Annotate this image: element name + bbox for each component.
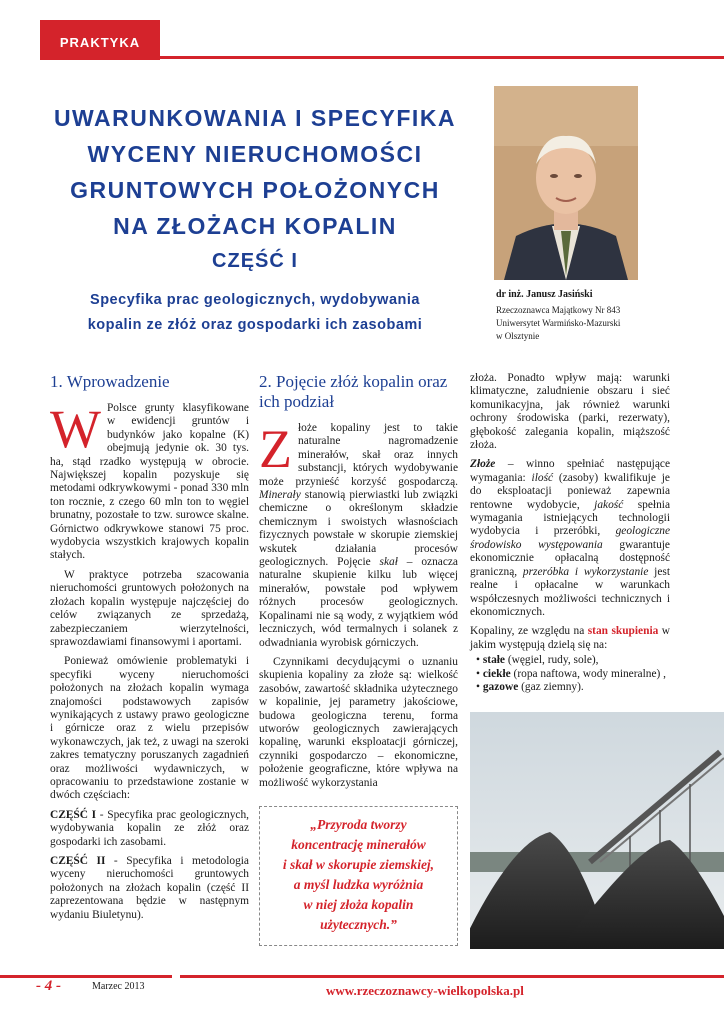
author-role: Rzeczoznawca Majątkowy Nr 843 — [496, 305, 621, 315]
footer-rule-right — [180, 975, 724, 978]
paragraph: Złoże kopaliny jest to takie naturalne nagromadzenie minerałów, skał oraz innych substancji, których wydobywanie może przynieść korzyść gospodarczą. Minerały stanowią pierwiastki lub związki chemiczne o określonym składzie chemicznym i swoistych własnościach fizycznych powstałe w skorupie ziemskiej wskutek działania procesów geologicznych. Pojęcie skał – oznacza naturalne skupienie kilku lub więcej minerałów, powstałe pod wpływem różnych procesów geologicznych. Kopalinami nie są wody, z wyjątkiem wód leczniczych, wód termalnych i solanek z odwadniania wyrobisk górniczych. — [259, 419, 458, 649]
issue-date: Marzec 2013 — [92, 981, 145, 992]
section-heading-intro: 1. Wprowadzenie — [50, 372, 170, 391]
paragraph: Złoże – winno spełniać następujące wymagania: ilość (zasoby) kwalifikuje je do eksploatacji ponieważ zapewnia rentowne wydobycie, jakość spełnia wymagania istniejących technologii wydobycia i przeróbki, geologiczne środowisko występowania gwarantuje ekonomicznie opłacalną dostępność graniczną, przeróbka i wykorzystanie jest realne i opłacalne w warunkach współczesnych możliwości technicznych i ekonomicznych. — [470, 458, 670, 618]
author-affiliation-city: w Olsztynie — [496, 331, 540, 341]
drop-cap: W — [50, 399, 101, 459]
paragraph: CZĘŚĆ I - Specyfika prac geologicznych, wydobywania kopalin ze złóż oraz gospodarki ich zasobami. — [50, 808, 249, 848]
column-2 — [259, 372, 458, 796]
paragraph: Polsce grunty klasyfikowane w ewidencji gruntów i budynków jako kopalne (K) obejmują jedynie ok. 30 tys. ha, stąd rzadko występują w obrocie. Największej kopalin pozyskuje się metodami odkrywkowymi - ponad 330 mln ton rocznie, z czego 60 mln ton to węgiel brunatny, pozostałe to tzw. surowce skalne. Górnictwo odkrywkowe stanowi 75 proc. wydobycia wszystkich krajowych kopalin stałych. — [50, 402, 249, 562]
paragraph: CZĘŚĆ II - Specyfika i metodologia wyceny nieruchomości gruntowych położonych na złożach kopalin (część II zaprezentowana będzie w następnym wydaniu Biuletynu). — [50, 855, 249, 921]
coal-mine-photo — [470, 712, 724, 949]
author-info — [496, 288, 676, 343]
paragraph: Kopaliny, ze względu na stan skupienia w jakim występują dzielą się na: — [470, 625, 670, 651]
state-list — [470, 654, 670, 694]
drop-cap: Z — [259, 419, 292, 479]
author-affiliation: Uniwersytet Warmińsko-Mazurski — [496, 318, 621, 328]
page-number: - 4 - — [36, 978, 61, 994]
column-3 — [470, 372, 670, 694]
author-name: dr inż. Janusz Jasiński — [496, 289, 593, 300]
list-item: • gazowe (gaz ziemny). — [476, 681, 670, 694]
paragraph: Czynnikami decydującymi o uznaniu skupienia kopaliny za złoże są: wielkość zasobów, zawartość składnika użytecznego w kopalinie, jej parametry jakościowe, budowa geologiczna terenu, forma utworów geologicznych zawierających kopalinę, warunki eksploatacji górniczej, czynniki gospodarczo – ekonomiczne, położenie geograficzne, które wpływa na możliwość wykorzystania — [259, 655, 458, 789]
list-item: • ciekłe (ropa naftowa, wody mineralne) , — [476, 668, 670, 681]
list-item: • stałe (węgiel, rudy, sole), — [476, 654, 670, 667]
paragraph: złoża. Ponadto wpływ mają: warunki klimatyczne, zaludnienie obszaru i sieć komunikacyjna, jak również warunki ochrony środowiska (parki, rezerwaty), głębokość zalegania kopalin, miąższość złoża. — [470, 372, 670, 452]
website-link[interactable]: www.rzeczoznawcy-wielkopolska.pl — [326, 983, 524, 998]
article-part: CZĘŚĆ I — [212, 250, 298, 272]
paragraph: Ponieważ omówienie problematyki i specyfiki wyceny nieruchomości położonych na złożach kopalin wymaga znajomości podstawowych zapisów wynikających z ustawy prawo geologiczne i górnicze oraz z wielu przepisów wykonawczych, jak też, z uwagi na szeroki zakres tematyczny poruszanych zagadnień oraz możliwości wydawniczych, w opracowaniu to przedstawione zostanie w dwóch częściach: — [50, 655, 249, 802]
section-heading-deposits: 2. Pojęcie złóż kopalin oraz ich podział — [259, 372, 448, 411]
author-photo — [494, 86, 638, 280]
footer-rule-left — [0, 975, 172, 978]
column-1 — [50, 372, 249, 928]
article-title: UWARUNKOWANIA I SPECYFIKA WYCENY NIERUCHOMOŚCI GRUNTOWYCH POŁOŻONYCH NA ZŁOŻACH KOPALIN — [53, 105, 457, 239]
pull-quote: „Przyroda tworzy koncentrację minerałów i skał w skorupie ziemskiej, a myśl ludzka wyróżnia w niej złoża kopalin użytecznych.” — [259, 806, 458, 946]
article-subtitle: Specyfika prac geologicznych, wydobywania kopalin ze złóż oraz gospodarki ich zasobami — [87, 292, 423, 333]
paragraph: W praktyce potrzeba szacowania nieruchomości gruntowych położonych na złożach kopalin występuje najczęściej do celów związanych ze sprzedażą, zabezpieczaniem wierzytelności, sprawozdawiami finansowymi i aportami. — [50, 568, 249, 648]
header-rule — [160, 56, 724, 59]
section-tag: PRAKTYKA — [40, 20, 160, 60]
